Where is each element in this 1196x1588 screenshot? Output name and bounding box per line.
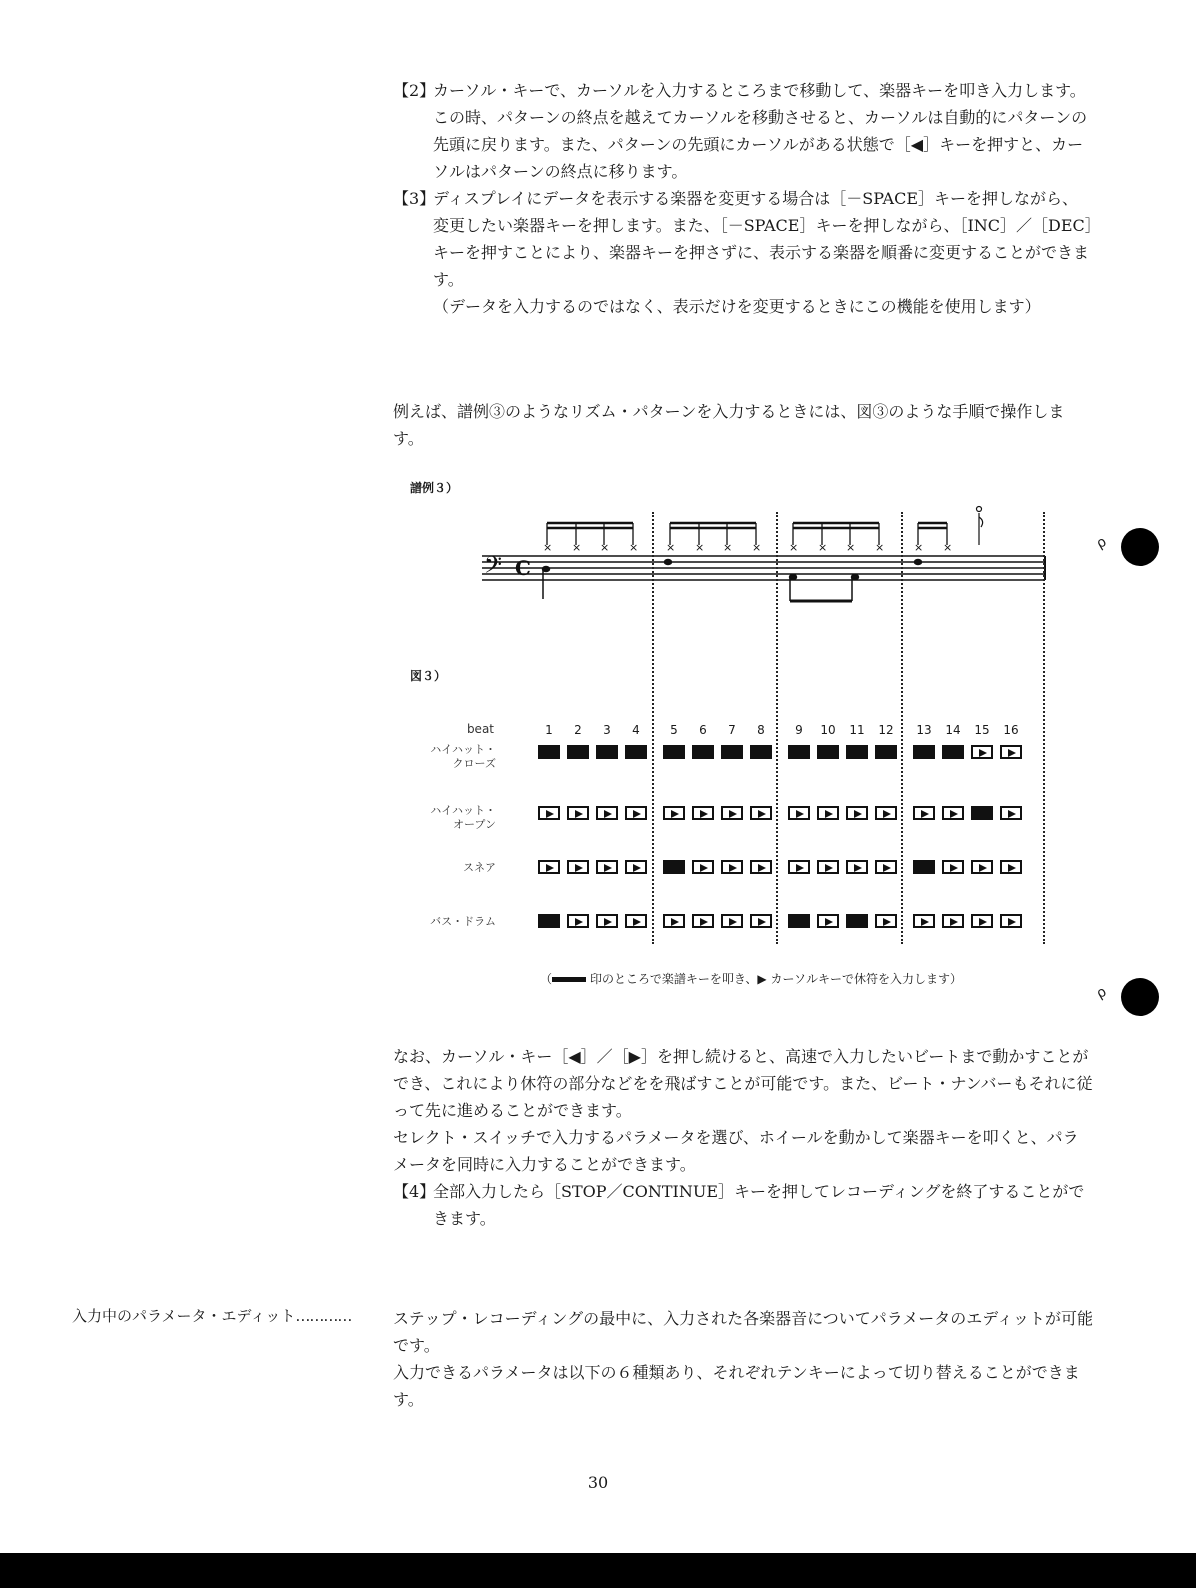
rest-cell (721, 914, 743, 928)
legend-text: 印のところで楽譜キーを叩き、▶ カーソルキーで休符を入力します） (590, 972, 962, 986)
rest-cell (788, 806, 810, 820)
rest-cell (942, 914, 964, 928)
rest-cell (721, 860, 743, 874)
hit-cell (846, 914, 868, 928)
hihat-notehead: × (666, 541, 676, 554)
hit-cell (788, 914, 810, 928)
rest-cell (1000, 745, 1022, 759)
beat-number: 14 (945, 723, 961, 737)
rest-cell (875, 806, 897, 820)
rest-cell (913, 806, 935, 820)
page-number: 30 (587, 1473, 609, 1492)
paragraph-select-switch: セレクト・スイッチで入力するパラメータを選び、ホイールを動かして楽器キーを叩くと、パラメータを同時に入力することができます。 (393, 1128, 1079, 1174)
rest-cell (913, 914, 935, 928)
hit-cell (663, 860, 685, 874)
rest-cell (663, 806, 685, 820)
hit-cell (913, 745, 935, 759)
figure-caption: 図３） (410, 669, 447, 683)
step-2 (393, 77, 1093, 185)
instrument-label-line: バス・ドラム (430, 915, 496, 928)
hit-cell (692, 745, 714, 759)
hihat-notehead: × (875, 541, 885, 554)
rest-cell (971, 860, 993, 874)
rest-cell (663, 914, 685, 928)
hihat-notehead: × (543, 541, 553, 554)
rest-cell (817, 914, 839, 928)
beat-label: beat (466, 722, 494, 736)
step-4 (393, 1178, 1093, 1232)
rest-cell (1000, 806, 1022, 820)
section-heading-text: 入力中のパラメータ・エディット (72, 1307, 296, 1325)
rest-cell (817, 806, 839, 820)
hihat-notehead: × (572, 541, 582, 554)
rest-cell (625, 914, 647, 928)
rest-cell (750, 914, 772, 928)
step-3-text: ディスプレイにデータを表示する楽器を変更する場合は［－SPACE］キーを押しながら、変更したい楽器キーを押します。また、［－SPACE］キーを押しながら、［INC］／［DEC］キーを押すことにより、楽器キーを押さずに、表示する楽器を順番に変更することができます。 (433, 189, 1093, 289)
rest-cell (538, 806, 560, 820)
beat-number: 4 (632, 723, 640, 737)
step-3-number: 【3】 (393, 189, 436, 208)
beat-number: 13 (916, 723, 932, 737)
beat-number: 12 (878, 723, 894, 737)
instrument-label-line: スネア (463, 861, 496, 874)
hit-cell (817, 745, 839, 759)
rest-cell (817, 860, 839, 874)
hihat-notehead: × (723, 541, 733, 554)
step-4-number: 【4】 (393, 1182, 436, 1201)
section-paragraph-2: 入力できるパラメータは以下の６種類あり、それぞれテンキーによって切り替えることができます。 (393, 1363, 1080, 1409)
beat-number: 7 (728, 723, 736, 737)
hit-cell (596, 745, 618, 759)
instrument-label (420, 804, 496, 832)
hihat-notehead: × (789, 541, 799, 554)
legend-open-paren: （ (540, 972, 553, 986)
beat-number: 15 (974, 723, 990, 737)
rest-cell (971, 745, 993, 759)
hihat-notehead: × (600, 541, 610, 554)
rest-cell (846, 806, 868, 820)
rest-cell (788, 860, 810, 874)
rest-cell (692, 806, 714, 820)
binding-hole-icon (1121, 528, 1159, 566)
hit-cell (913, 860, 935, 874)
beat-number: 1 (545, 723, 553, 737)
instrument-label-line: オープン (452, 818, 496, 831)
step-4-text: 全部入力したら［STOP／CONTINUE］キーを押してレコーディングを終了することができます。 (433, 1182, 1085, 1228)
hole-mark-icon: ρ (1093, 533, 1110, 553)
step-2-text: カーソル・キーで、カーソルを入力するところまで移動して、楽器キーを叩き入力します。この時、パターンの終点を越えてカーソルを移動させると、カーソルは自動的にパターンの先頭に戻ります。また、パターンの先頭にカーソルがある状態で［◀］キーを押すと、カーソルはパターンの終点に移ります。 (433, 81, 1088, 181)
rest-cell (596, 914, 618, 928)
hihat-notehead: × (818, 541, 828, 554)
section-leader: ………… (295, 1307, 352, 1325)
hit-cell (846, 745, 868, 759)
common-time: C (515, 556, 531, 580)
hihat-notehead: × (914, 541, 924, 554)
paragraph-after-figure (393, 1043, 1093, 1232)
intro-paragraph: 例えば、譜例③のようなリズム・パターンを入力するときには、図③のような手順で操作します。 (393, 402, 1065, 448)
hit-cell (567, 745, 589, 759)
beat-number: 11 (849, 723, 865, 737)
hole-mark-icon: ρ (1093, 983, 1110, 1003)
hit-cell (750, 745, 772, 759)
section-heading (72, 1305, 351, 1326)
step-2-number: 【2】 (393, 81, 436, 100)
instrument-label (420, 915, 496, 929)
bass-clef: 𝄢 (484, 551, 503, 584)
step-list-top (393, 77, 1093, 320)
rest-cell (875, 914, 897, 928)
hihat-notehead: × (752, 541, 762, 554)
rest-cell (846, 860, 868, 874)
rest-cell (596, 860, 618, 874)
measure-divider (901, 512, 903, 944)
instrument-label-line: クローズ (452, 757, 496, 770)
figure-legend (540, 970, 962, 987)
beat-number: 8 (757, 723, 765, 737)
rest-cell (971, 914, 993, 928)
rest-cell (538, 860, 560, 874)
scan-edge (0, 1553, 1196, 1588)
hihat-notehead: × (943, 541, 953, 554)
hit-cell (942, 745, 964, 759)
rest-cell (625, 806, 647, 820)
binding-hole-icon (1121, 978, 1159, 1016)
hit-cell (538, 914, 560, 928)
rest-cell (721, 806, 743, 820)
hit-cell (971, 806, 993, 820)
rest-cell (692, 914, 714, 928)
instrument-label-line: ハイハット・ (430, 743, 496, 756)
rest-cell (567, 914, 589, 928)
beat-number: 2 (574, 723, 582, 737)
beat-number: 5 (670, 723, 678, 737)
hihat-notehead: × (846, 541, 856, 554)
section-paragraph-1: ステップ・レコーディングの最中に、入力された各楽器音についてパラメータのエディットが可能です。 (393, 1309, 1094, 1355)
hihat-notehead: × (629, 541, 639, 554)
hit-cell (875, 745, 897, 759)
rest-cell (625, 860, 647, 874)
hit-cell (663, 745, 685, 759)
rest-cell (875, 860, 897, 874)
hit-cell (538, 745, 560, 759)
step-3 (393, 185, 1093, 320)
hit-cell (788, 745, 810, 759)
measure-divider (1043, 512, 1045, 944)
rest-cell (596, 806, 618, 820)
section-paragraph (393, 1305, 1093, 1413)
beat-number: 10 (820, 723, 836, 737)
rest-cell (692, 860, 714, 874)
rest-cell (567, 806, 589, 820)
music-score (470, 505, 1060, 615)
beat-number: 6 (699, 723, 707, 737)
measure-divider (652, 512, 654, 944)
score-caption: 譜例３） (410, 481, 459, 495)
rest-cell (750, 806, 772, 820)
beat-number: 9 (795, 723, 803, 737)
rest-cell (1000, 860, 1022, 874)
rest-cell (567, 860, 589, 874)
step-3-note: （データを入力するのではなく、表示だけを変更するときにこの機能を使用します） (433, 297, 1041, 316)
paragraph-cursor-hold: なお、カーソル・キー［◀］／［▶］を押し続けると、高速で入力したいビートまで動かすことができ、これにより休符の部分などをを飛ばすことが可能です。また、ビート・ナンバーもそれに従って先に進めることができます。 (393, 1047, 1093, 1120)
instrument-label (420, 861, 496, 875)
hit-cell (721, 745, 743, 759)
beat-number: 16 (1003, 723, 1019, 737)
hihat-notehead: × (695, 541, 705, 554)
rest-cell (942, 806, 964, 820)
measure-divider (776, 512, 778, 944)
hit-cell (625, 745, 647, 759)
beat-number: 3 (603, 723, 611, 737)
instrument-label (420, 743, 496, 771)
rest-cell (1000, 914, 1022, 928)
instrument-label-line: ハイハット・ (430, 804, 496, 817)
rest-cell (942, 860, 964, 874)
rest-cell (750, 860, 772, 874)
legend-hit-mark (552, 977, 586, 982)
